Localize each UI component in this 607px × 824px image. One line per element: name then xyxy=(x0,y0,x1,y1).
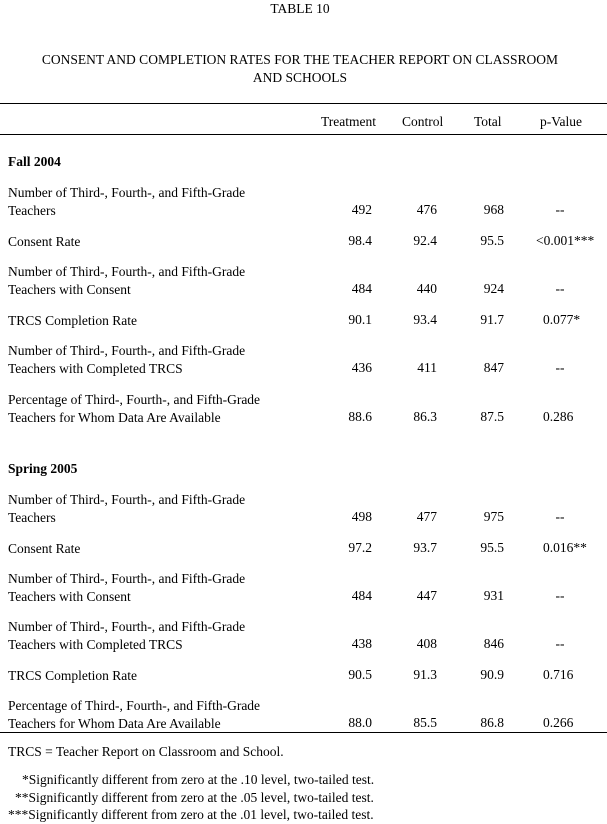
cell-total: 87.5 xyxy=(480,409,504,424)
cell-treatment: 484 xyxy=(351,281,372,296)
row-label: Number of Third-, Fourth-, and Fifth-Grade Teachers with Consent xyxy=(8,571,246,604)
table-title xyxy=(0,51,600,87)
cell-treatment: 484 xyxy=(351,588,372,603)
significance-note-01: ***Significantly different from zero at the .01 level, two-tailed test. xyxy=(8,807,374,822)
cell-treatment: 88.0 xyxy=(348,715,372,730)
cell-total: 95.5 xyxy=(480,233,504,248)
row-label: Number of Third-, Fourth-, and Fifth-Grade Teachers with Completed TRCS xyxy=(8,619,246,652)
section-heading-spring-2005: Spring 2005 xyxy=(8,461,78,476)
cell-control: 440 xyxy=(416,281,437,296)
cell-p-value: -- xyxy=(555,360,565,375)
cell-p-value: 0.716 xyxy=(543,667,574,682)
significance-note-10: *Significantly different from zero at the .10 level, two-tailed test. xyxy=(22,772,375,787)
cell-treatment: 492 xyxy=(351,202,372,217)
section-heading-fall-2004: Fall 2004 xyxy=(8,154,61,169)
cell-p-value: -- xyxy=(555,636,565,651)
cell-control: 476 xyxy=(416,202,437,217)
cell-total: 975 xyxy=(483,509,504,524)
cell-control: 85.5 xyxy=(413,715,437,730)
cell-control: 447 xyxy=(416,588,437,603)
cell-treatment: 90.1 xyxy=(348,312,372,327)
row-label: Consent Rate xyxy=(8,234,81,249)
header-rule xyxy=(0,134,607,135)
cell-total: 968 xyxy=(483,202,504,217)
cell-p-value: -- xyxy=(555,509,565,524)
cell-p-value: -- xyxy=(555,588,565,603)
cell-treatment: 97.2 xyxy=(348,540,372,555)
top-rule xyxy=(0,103,607,104)
table-title-line-2: AND SCHOOLS xyxy=(252,70,348,85)
cell-treatment: 90.5 xyxy=(348,667,372,682)
column-header-control: Control xyxy=(402,114,444,129)
row-label: Number of Third-, Fourth-, and Fifth-Grade Teachers xyxy=(8,185,246,218)
cell-p-value: 0.286 xyxy=(543,409,574,424)
row-label: Number of Third-, Fourth-, and Fifth-Grade Teachers with Completed TRCS xyxy=(8,343,246,376)
cell-total: 95.5 xyxy=(480,540,504,555)
cell-total: 91.7 xyxy=(480,312,504,327)
cell-p-value: 0.266 xyxy=(543,715,574,730)
cell-treatment: 438 xyxy=(351,636,372,651)
cell-total: 90.9 xyxy=(480,667,504,682)
cell-treatment: 436 xyxy=(351,360,372,375)
row-label: Number of Third-, Fourth-, and Fifth-Grade Teachers xyxy=(8,492,246,525)
table-title-line-1: CONSENT AND COMPLETION RATES FOR THE TEACHER REPORT ON CLASSROOM xyxy=(41,52,559,67)
cell-control: 411 xyxy=(417,360,437,375)
cell-control: 92.4 xyxy=(413,233,437,248)
cell-p-value: 0.077* xyxy=(543,312,581,327)
cell-treatment: 498 xyxy=(351,509,372,524)
cell-p-value: <0.001*** xyxy=(536,233,595,248)
cell-total: 931 xyxy=(483,588,504,603)
cell-treatment: 88.6 xyxy=(348,409,372,424)
row-label: Percentage of Third-, Fourth-, and Fifth-Grade Teachers for Whom Data Are Available xyxy=(8,698,261,731)
cell-control: 477 xyxy=(416,509,437,524)
cell-control: 91.3 xyxy=(413,667,437,682)
table-number: TABLE 10 xyxy=(270,1,330,16)
cell-total: 846 xyxy=(483,636,504,651)
row-label: Number of Third-, Fourth-, and Fifth-Grade Teachers with Consent xyxy=(8,264,246,297)
cell-total: 924 xyxy=(483,281,504,296)
cell-control: 93.4 xyxy=(413,312,437,327)
cell-p-value: -- xyxy=(555,202,565,217)
cell-control: 86.3 xyxy=(413,409,437,424)
row-label: TRCS Completion Rate xyxy=(8,668,138,683)
cell-total: 86.8 xyxy=(480,715,504,730)
significance-note-05: **Significantly different from zero at the .05 level, two-tailed test. xyxy=(15,790,374,805)
bottom-rule xyxy=(0,732,607,733)
row-label: Percentage of Third-, Fourth-, and Fifth-Grade Teachers for Whom Data Are Available xyxy=(8,392,261,425)
cell-treatment: 98.4 xyxy=(348,233,372,248)
cell-control: 408 xyxy=(416,636,437,651)
cell-p-value: -- xyxy=(555,281,565,296)
row-label: TRCS Completion Rate xyxy=(8,313,138,328)
row-label: Consent Rate xyxy=(8,541,81,556)
abbreviation-note: TRCS = Teacher Report on Classroom and School. xyxy=(8,744,284,759)
cell-total: 847 xyxy=(483,360,504,375)
cell-control: 93.7 xyxy=(413,540,437,555)
column-header-p-value: p-Value xyxy=(540,114,582,129)
column-header-treatment: Treatment xyxy=(321,114,376,129)
column-header-total: Total xyxy=(474,114,502,129)
cell-p-value: 0.016** xyxy=(543,540,587,555)
